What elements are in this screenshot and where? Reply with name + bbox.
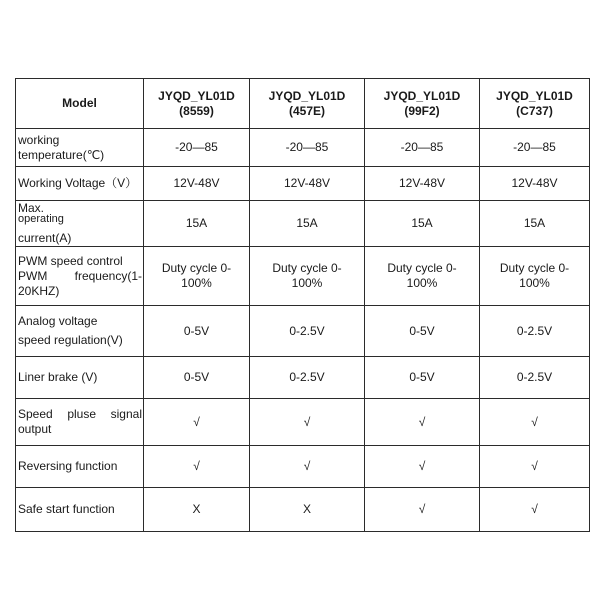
table-cell: √ — [365, 488, 480, 532]
row-label-line: Analog voltage — [18, 314, 98, 328]
table-header-row — [16, 79, 590, 129]
row-label-line: Safe start function — [18, 502, 115, 516]
model-column-header — [144, 79, 250, 129]
table-cell — [144, 247, 250, 306]
table-cell: 12V-48V — [480, 167, 590, 201]
row-label-line: speed regulation(V) — [18, 333, 123, 347]
model-header-cell: Model — [16, 79, 144, 129]
cell-line: Duty cycle 0- — [499, 261, 570, 275]
model-code: (457E) — [288, 103, 326, 118]
model-name: JYQD_YL01D — [158, 88, 235, 103]
table-row — [16, 247, 590, 306]
table-cell: √ — [480, 488, 590, 532]
table-row — [16, 399, 590, 446]
cell-line: 100% — [291, 276, 323, 290]
row-label-line: Reversing function — [18, 459, 118, 473]
row-label-line: working — [18, 132, 60, 147]
table-cell: -20—85 — [250, 129, 365, 167]
table-row — [16, 129, 590, 167]
row-label-line: output — [18, 422, 52, 436]
row-label-line: Speed pluse signal — [18, 407, 142, 421]
row-label-line: PWM speed control — [18, 253, 123, 268]
table-cell: -20—85 — [365, 129, 480, 167]
table-cell: √ — [144, 446, 250, 488]
cell-line: Duty cycle 0- — [161, 261, 232, 275]
table-cell: √ — [144, 399, 250, 446]
model-column-header — [365, 79, 480, 129]
row-label-line: current(A) — [18, 231, 72, 245]
table-cell — [250, 247, 365, 306]
table-row — [16, 446, 590, 488]
table-cell: √ — [250, 446, 365, 488]
row-label — [16, 446, 144, 488]
table-cell: X — [144, 488, 250, 532]
table-cell: 15A — [480, 201, 590, 247]
table-cell: 0-5V — [365, 357, 480, 399]
table-cell: √ — [365, 399, 480, 446]
row-label — [16, 399, 144, 446]
table-row — [16, 201, 590, 247]
model-column-header — [250, 79, 365, 129]
model-column-header — [480, 79, 590, 129]
row-label — [16, 488, 144, 532]
table-cell: 15A — [365, 201, 480, 247]
table-cell: 15A — [144, 201, 250, 247]
table-cell: √ — [480, 399, 590, 446]
row-label — [16, 306, 144, 357]
cell-line: 100% — [406, 276, 438, 290]
table-cell: X — [250, 488, 365, 532]
table-cell: √ — [250, 399, 365, 446]
row-label-part: Max. — [18, 201, 45, 215]
table-cell: √ — [365, 446, 480, 488]
model-name: JYQD_YL01D — [496, 88, 573, 103]
table-row — [16, 488, 590, 532]
cell-line: Duty cycle 0- — [272, 261, 342, 275]
table-cell: 0-5V — [144, 357, 250, 399]
row-label-line: temperature(℃) — [18, 147, 105, 162]
row-label-line: Liner brake (V) — [18, 370, 98, 384]
table-cell: -20—85 — [144, 129, 250, 167]
row-label — [16, 167, 144, 201]
table-cell: 0-2.5V — [250, 357, 365, 399]
table-cell: 12V-48V — [250, 167, 365, 201]
row-label — [16, 129, 144, 167]
model-code: (C737) — [516, 103, 553, 118]
table-cell: √ — [480, 446, 590, 488]
cell-line: 100% — [519, 276, 550, 290]
table-cell: 15A — [250, 201, 365, 247]
table-cell: 12V-48V — [144, 167, 250, 201]
table-cell: 0-5V — [365, 306, 480, 357]
cell-line: 100% — [181, 276, 212, 290]
model-code: (8559) — [179, 103, 214, 118]
table-cell: 0-2.5V — [480, 357, 590, 399]
row-label — [16, 201, 144, 247]
model-name: JYQD_YL01D — [383, 88, 461, 103]
table-cell: 0-2.5V — [480, 306, 590, 357]
row-label-part: operating — [18, 213, 64, 225]
row-label-line — [18, 201, 142, 231]
model-name: JYQD_YL01D — [268, 88, 346, 103]
model-code: (99F2) — [404, 103, 440, 118]
table-row — [16, 167, 590, 201]
table-cell: 0-5V — [144, 306, 250, 357]
table-cell — [480, 247, 590, 306]
table-cell: 0-2.5V — [250, 306, 365, 357]
cell-line: Duty cycle 0- — [387, 261, 457, 275]
row-label-line: PWM frequency(1- — [18, 268, 142, 283]
row-label — [16, 357, 144, 399]
spec-table — [15, 78, 590, 532]
row-label — [16, 247, 144, 306]
table-row — [16, 357, 590, 399]
table-cell — [365, 247, 480, 306]
row-label-line: 20KHZ) — [18, 283, 60, 298]
table-cell: -20—85 — [480, 129, 590, 167]
row-label-line: Working Voltage（V） — [18, 176, 138, 190]
table-row — [16, 306, 590, 357]
table-cell: 12V-48V — [365, 167, 480, 201]
